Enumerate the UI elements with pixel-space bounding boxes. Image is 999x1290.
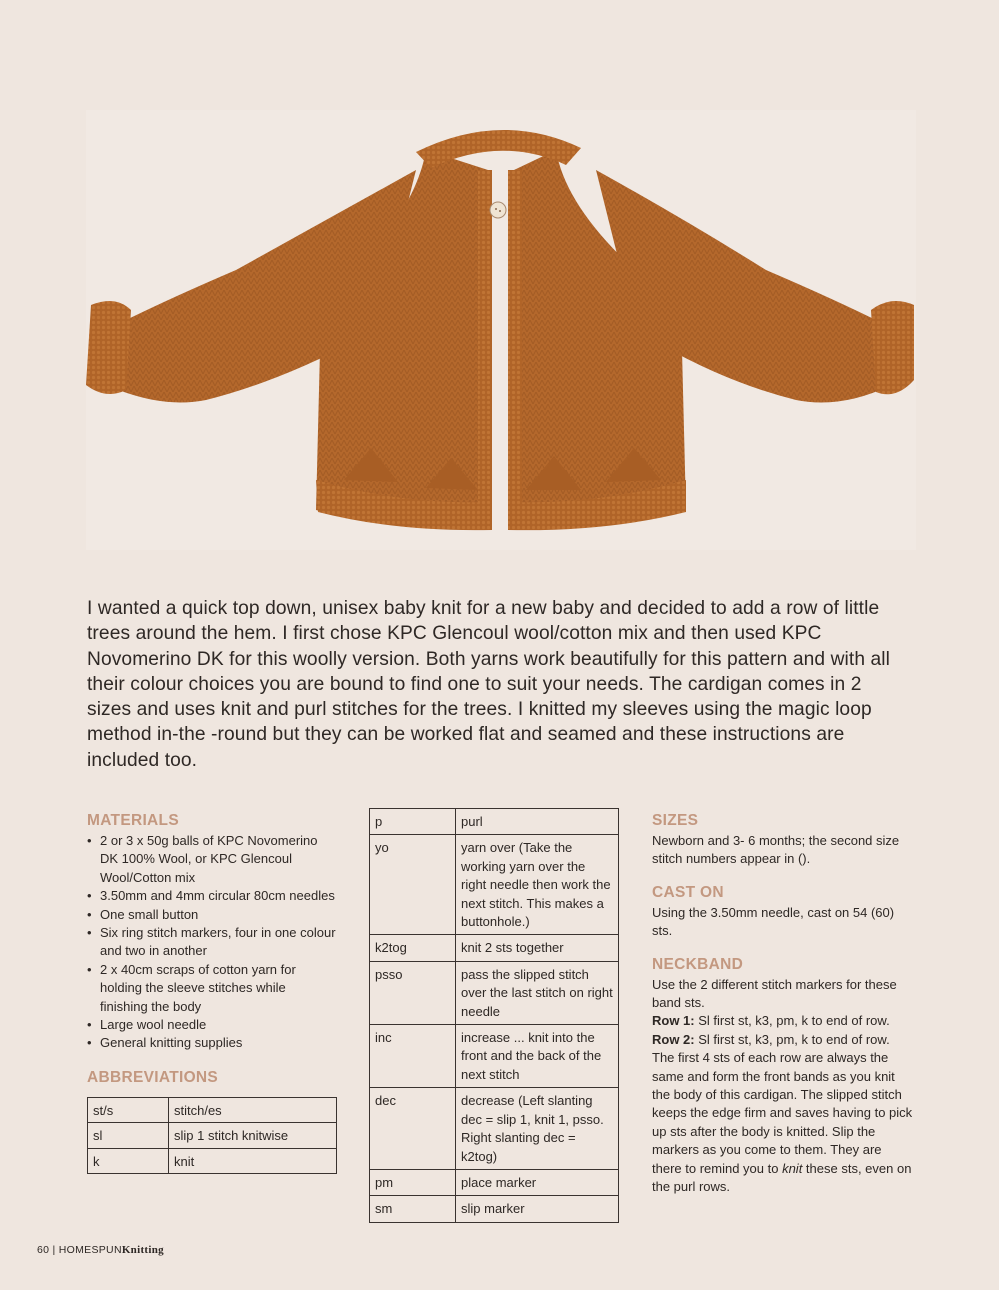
neckband-row-1 [652, 1012, 914, 1030]
row-1-label: Row 1: [652, 1013, 695, 1029]
sizes-section [652, 810, 914, 869]
abbr-term: k2tog [370, 935, 456, 961]
neckband-heading: NECKBAND [652, 955, 744, 973]
abbr-meaning: slip 1 stitch knitwise [169, 1123, 337, 1148]
abbr-meaning: place marker [456, 1169, 619, 1195]
table-row [370, 1169, 619, 1195]
table-row [370, 1025, 619, 1088]
row-2-text: Sl first st, k3, pm, k to end of row. The first 4 sts of each row are always the same and form the front bands as you knit the body of this cardigan. The slipped stitch keeps the edge firm and saves having to pick up sts after the body is knitted. Slip the markers as you come to them. They are there to remind you to [652, 1031, 913, 1176]
abbr-term: inc [370, 1025, 456, 1088]
sizes-text: Newborn and 3- 6 months; the second size stitch numbers appear in (). [652, 833, 900, 867]
materials-item: • One small button [87, 906, 337, 924]
materials-heading: MATERIALS [87, 812, 179, 829]
materials-item: • 2 or 3 x 50g balls of KPC Novomerino DK 100% Wool, or KPC Glencoul Wool/Cotton mix [87, 832, 337, 887]
neckband-row-2 [652, 1031, 914, 1197]
publication-section: Knitting [121, 1244, 164, 1256]
materials-item: • Six ring stitch markers, four in one colour and two in another [87, 924, 337, 961]
intro-text-block [87, 596, 902, 773]
abbr-meaning: yarn over (Take the working yarn over the right needle then work the next stitch. This makes a buttonhole.) [456, 835, 619, 935]
table-row [370, 1196, 619, 1222]
table-row [370, 1088, 619, 1170]
table-row [370, 809, 619, 835]
abbreviations-table-1 [87, 1097, 337, 1174]
sizes-heading: SIZES [652, 812, 699, 829]
abbr-meaning: knit 2 sts together [456, 935, 619, 961]
materials-section [87, 810, 337, 1053]
abbr-meaning: decrease (Left slanting dec = slip 1, knit 1, psso. Right slanting dec = k2tog) [456, 1088, 619, 1170]
button-graphic [490, 202, 506, 218]
page-number: 60 [37, 1244, 50, 1256]
materials-item: • General knitting supplies [87, 1034, 337, 1052]
abbr-term: sm [370, 1196, 456, 1222]
abbr-term: dec [370, 1088, 456, 1170]
abbr-meaning: pass the slipped stitch over the last stitch on right needle [456, 961, 619, 1024]
abbr-term: p [370, 809, 456, 835]
cardigan-photo [86, 110, 916, 550]
table-row [370, 835, 619, 935]
abbr-meaning: slip marker [456, 1196, 619, 1222]
abbreviations-heading: ABBREVIATIONS [87, 1068, 219, 1086]
column-materials [87, 810, 337, 1174]
cast-on-text: Using the 3.50mm needle, cast on 54 (60) sts. [652, 904, 895, 939]
abbr-meaning: increase ... knit into the front and the back of the next stitch [456, 1025, 619, 1088]
abbr-meaning: stitch/es [169, 1097, 337, 1122]
table-row [88, 1097, 337, 1122]
neckband-section [652, 954, 914, 1197]
cast-on-section [652, 882, 914, 941]
table-row [88, 1123, 337, 1148]
abbr-term: sl [88, 1123, 169, 1148]
table-row [370, 961, 619, 1024]
row-2-emphasis: knit [782, 1160, 803, 1176]
page-footer [37, 1244, 164, 1256]
publication-name: HOMESPUN [58, 1244, 122, 1256]
materials-item: • Large wool needle [87, 1016, 337, 1034]
row-2-end: these sts, even on the purl rows. [652, 1160, 912, 1195]
abbreviations-table-2 [369, 808, 619, 1223]
table-row [370, 935, 619, 961]
intro-paragraph: I wanted a quick top down, unisex baby knit for a new baby and decided to add a row of little trees around the hem. I first chose KPC Glencoul wool/cotton mix and then used KPC Novomerino DK for this woolly version. Both yarns work beautifully for this pattern and with all their colour choices you are bound to find one to suit your needs. The cardigan comes in 2 sizes and uses knit and purl stitches for the trees. I knitted my sleeves using the magic loop method in-the -round but they can be worked flat and seamed and these instructions are included too. [87, 598, 891, 771]
row-2-label: Row 2: [652, 1031, 695, 1047]
cardigan-illustration [86, 110, 916, 550]
neckband-intro: Use the 2 different stitch markers for these band sts. [652, 976, 897, 1011]
abbr-term: yo [370, 835, 456, 935]
cast-on-heading: CAST ON [652, 883, 724, 901]
abbr-term: k [88, 1148, 169, 1173]
abbr-term: st/s [88, 1097, 169, 1122]
column-abbreviations [369, 808, 619, 1223]
abbr-term: pm [370, 1169, 456, 1195]
column-instructions [652, 810, 914, 1210]
footer-separator: | [52, 1244, 56, 1256]
abbr-meaning: knit [169, 1148, 337, 1173]
materials-item: • 2 x 40cm scraps of cotton yarn for holding the sleeve stitches while finishing the body [87, 961, 337, 1016]
materials-list [87, 832, 337, 1053]
table-row [88, 1148, 337, 1173]
row-1-text: Sl first st, k3, pm, k to end of row. [694, 1013, 890, 1029]
materials-item: • 3.50mm and 4mm circular 80cm needles [87, 887, 337, 905]
abbr-term: psso [370, 961, 456, 1024]
abbr-meaning: purl [456, 809, 619, 835]
